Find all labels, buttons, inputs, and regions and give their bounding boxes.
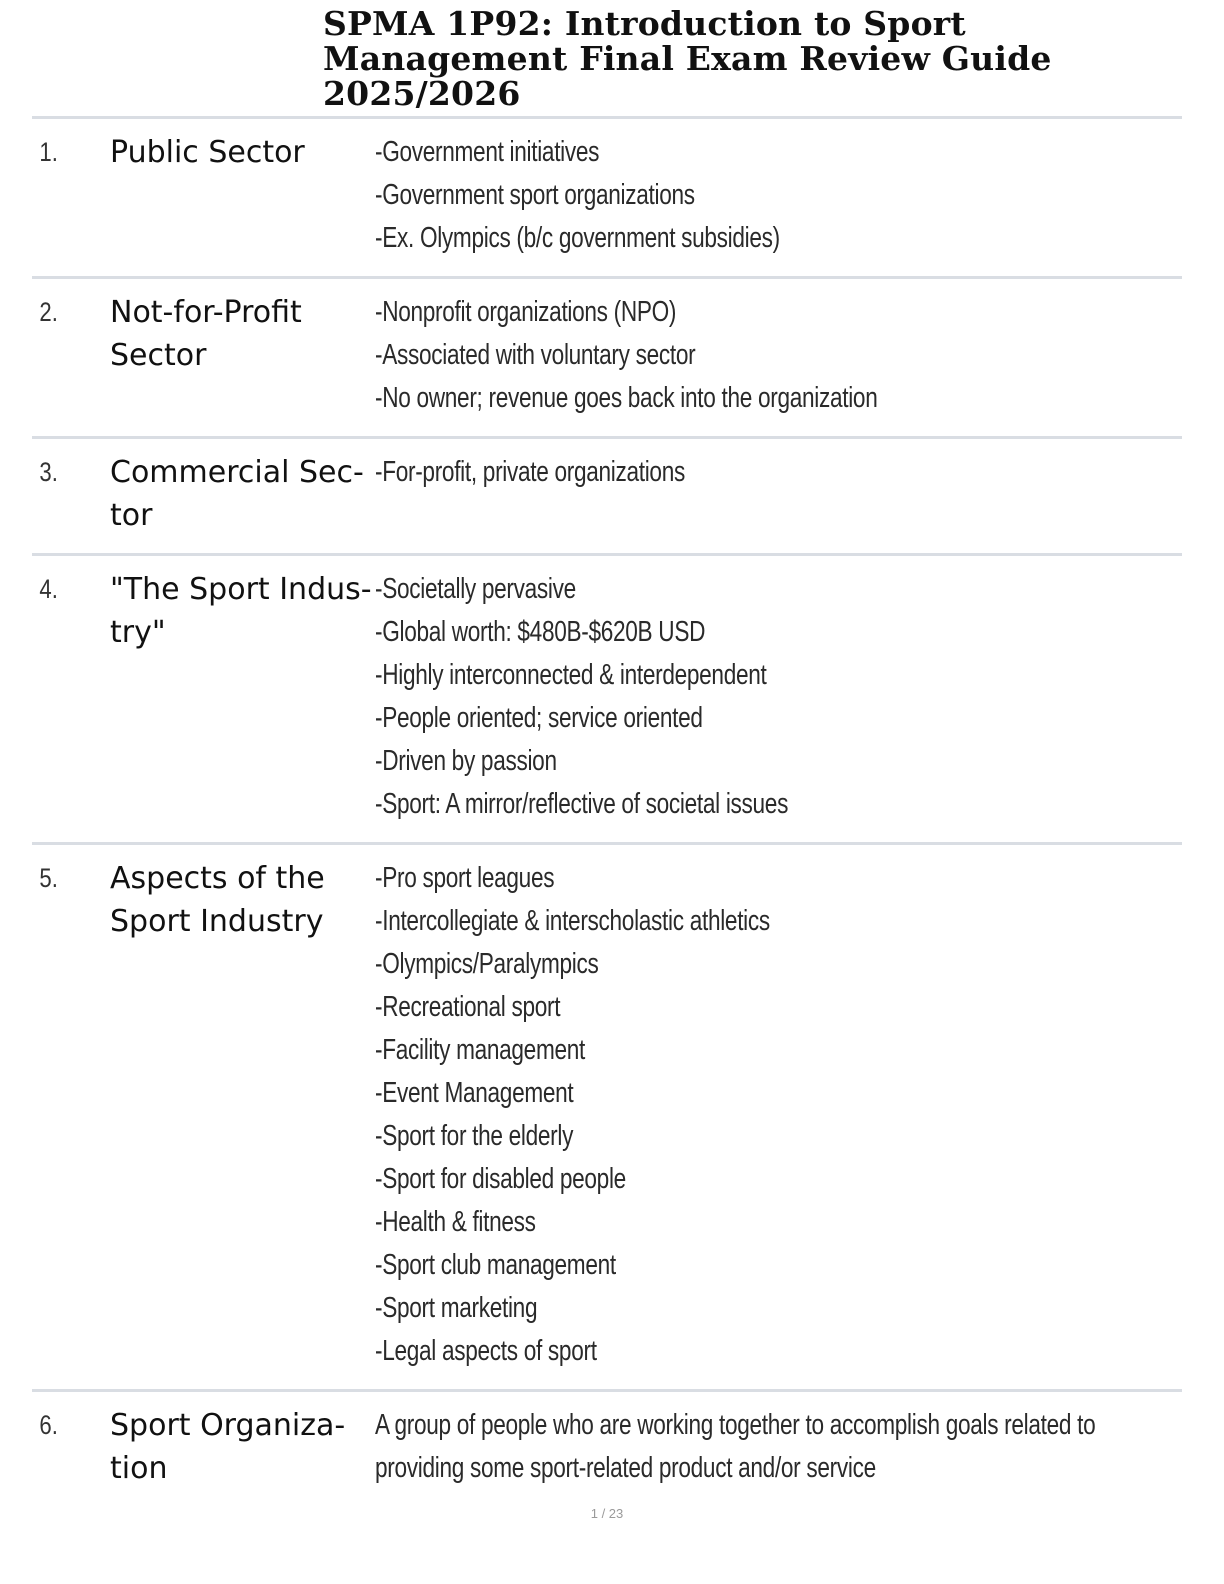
definition-line: -Government sport organizations bbox=[375, 179, 695, 211]
definition-line: -No owner; revenue goes back into the organization bbox=[375, 382, 878, 414]
definition-line: -Global worth: $480B-$620B USD bbox=[375, 616, 706, 648]
term-line: tor bbox=[110, 498, 153, 533]
term bbox=[110, 1404, 375, 1490]
term bbox=[110, 568, 375, 654]
definition-line: -Recreational sport bbox=[375, 991, 561, 1023]
term-line: Aspects of the bbox=[110, 861, 325, 896]
flashcard-row bbox=[32, 119, 1182, 279]
definition-line: -People oriented; service oriented bbox=[375, 702, 703, 734]
row-number: 4. bbox=[39, 574, 58, 604]
term-line: Public Sector bbox=[110, 135, 305, 170]
definition-line: -Facility management bbox=[375, 1034, 585, 1066]
definition-line: -Pro sport leagues bbox=[375, 862, 555, 894]
definition bbox=[375, 451, 1182, 494]
definition-line: -Olympics/Paralympics bbox=[375, 948, 599, 980]
term-line: try" bbox=[110, 615, 166, 650]
flashcard-list bbox=[32, 119, 1182, 1506]
row-number: 3. bbox=[39, 457, 58, 487]
term-line: Sport Organiza- bbox=[110, 1408, 346, 1443]
definition-line: -Government initiatives bbox=[375, 136, 600, 168]
definition-line: -Sport club management bbox=[375, 1249, 616, 1281]
definition-line: -Sport for disabled people bbox=[375, 1163, 626, 1195]
definition-line: -Intercollegiate & interscholastic athletics bbox=[375, 905, 770, 937]
definition-line: -Societally pervasive bbox=[375, 573, 576, 605]
term-line: "The Sport Indus- bbox=[110, 572, 372, 607]
row-number: 6. bbox=[39, 1410, 58, 1440]
definition-line: -Associated with voluntary sector bbox=[375, 339, 696, 371]
flashcard-row bbox=[32, 845, 1182, 1392]
definition bbox=[375, 131, 1182, 260]
title-line: Management Final Exam Review Guide bbox=[323, 39, 1052, 78]
term-line: Sport Industry bbox=[110, 904, 324, 939]
definition-line: -Health & fitness bbox=[375, 1206, 536, 1238]
definition-line: -Sport: A mirror/reflective of societal issues bbox=[375, 788, 789, 820]
term-line: tion bbox=[110, 1451, 168, 1486]
term bbox=[110, 451, 375, 537]
row-number: 2. bbox=[39, 297, 58, 327]
definition-line: -Event Management bbox=[375, 1077, 574, 1109]
page-number: 1 / 23 bbox=[590, 1506, 624, 1521]
definition-line: -Driven by passion bbox=[375, 745, 557, 777]
term bbox=[110, 131, 375, 174]
definition bbox=[375, 1404, 1224, 1490]
definition bbox=[375, 291, 1182, 420]
flashcard-row bbox=[32, 556, 1182, 845]
definition-line: -Nonprofit organizations (NPO) bbox=[375, 296, 677, 328]
title-line: SPMA 1P92: Introduction to Sport bbox=[323, 4, 966, 43]
term bbox=[110, 291, 375, 377]
flashcard-row bbox=[32, 439, 1182, 556]
definition-line: -Highly interconnected & interdependent bbox=[375, 659, 767, 691]
definition-line: -Legal aspects of sport bbox=[375, 1335, 597, 1367]
definition-line: -Sport marketing bbox=[375, 1292, 538, 1324]
flashcard-row bbox=[32, 279, 1182, 439]
document-title bbox=[323, 6, 1183, 111]
term bbox=[110, 857, 375, 943]
definition bbox=[375, 568, 1182, 826]
definition-line: providing some sport-related product and/or service bbox=[375, 1452, 876, 1484]
definition bbox=[375, 857, 1182, 1373]
definition-line: -Sport for the elderly bbox=[375, 1120, 574, 1152]
term-line: Sector bbox=[110, 338, 207, 373]
definition-line: -For-profit, private organizations bbox=[375, 456, 685, 488]
definition-line: A group of people who are working together to accomplish goals related to bbox=[375, 1409, 1096, 1441]
title-line: 2025/2026 bbox=[323, 74, 521, 113]
flashcard-row bbox=[32, 1392, 1182, 1506]
definition-line: -Ex. Olympics (b/c government subsidies) bbox=[375, 222, 780, 254]
row-number: 1. bbox=[39, 137, 58, 167]
row-number: 5. bbox=[39, 863, 58, 893]
term-line: Not-for-Profit bbox=[110, 295, 302, 330]
term-line: Commercial Sec- bbox=[110, 455, 364, 490]
